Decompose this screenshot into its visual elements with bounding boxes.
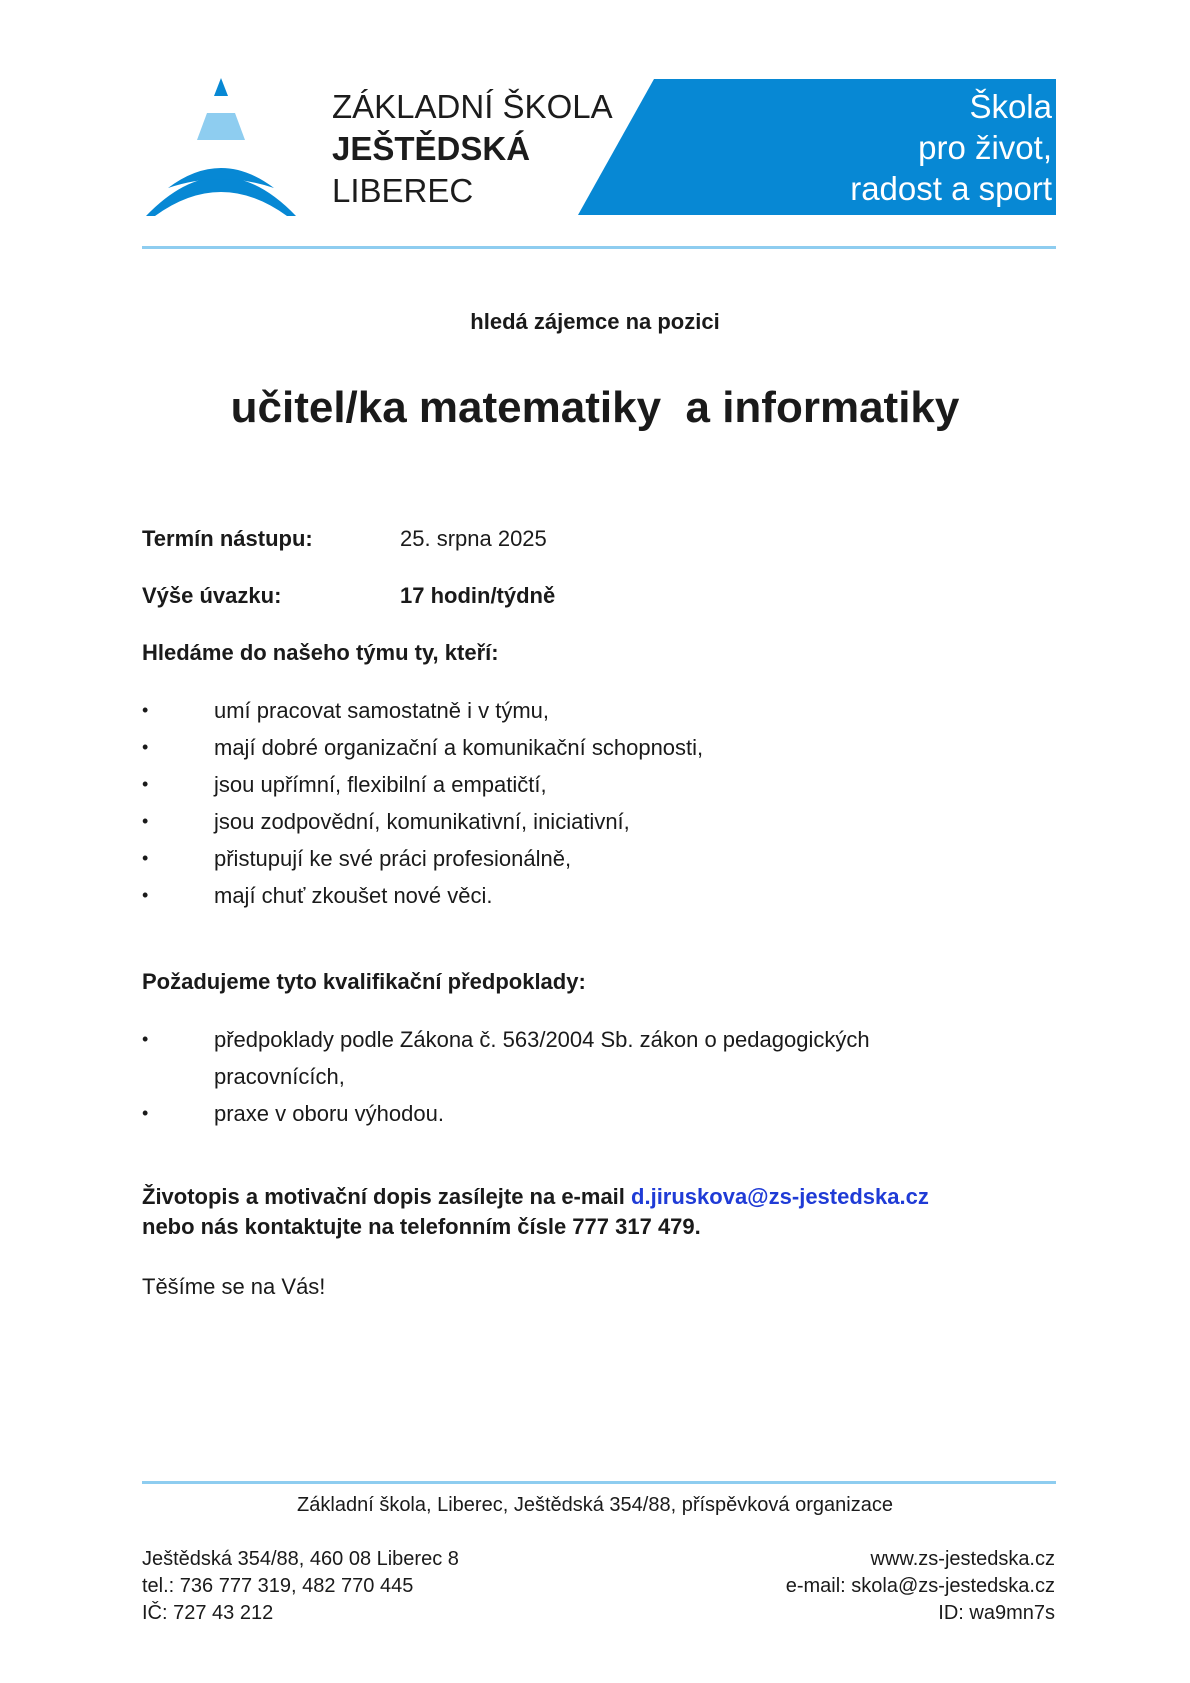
school-name-line-3: LIBEREC [332, 172, 474, 209]
team-list [142, 692, 1002, 914]
slogan-line-1: Škola [969, 88, 1052, 125]
slogan [850, 86, 1052, 209]
logo-top-triangle [214, 78, 228, 96]
header-divider [142, 246, 1056, 249]
logo-middle-band [197, 113, 245, 140]
contact-phone-line: nebo nás kontaktujte na telefonním čísle 777 317 479. [142, 1214, 701, 1239]
list-item: • jsou zodpovědní, komunikativní, iniciativní, [142, 803, 1002, 840]
slogan-line-3: radost a sport [850, 170, 1052, 207]
closing-text: Těšíme se na Vás! [142, 1274, 326, 1299]
school-name [332, 86, 613, 212]
footer-organization: Základní škola, Liberec, Ještědská 354/88, příspěvková organizace [297, 1494, 893, 1516]
start-date-value: 25. srpna 2025 [400, 526, 547, 551]
list-item: • předpoklady podle Zákona č. 563/2004 Sb. zákon o pedagogických pracovnících, [142, 1021, 982, 1095]
footer-right [786, 1546, 1055, 1627]
workload-value: 17 hodin/týdně [400, 583, 556, 608]
logo-arc-outline [146, 177, 296, 216]
list-item: • přistupují ke své práci profesionálně, [142, 840, 1002, 877]
job-title: učitel/ka matematiky a informatiky [230, 383, 960, 432]
intro-text: hledá zájemce na pozici [470, 309, 720, 334]
footer-ico: IČ: 727 43 212 [142, 1602, 274, 1624]
workload-label: Výše úvazku: [142, 583, 282, 608]
footer-email-link[interactable]: e-mail: skola@zs-jestedska.cz [785, 1575, 1055, 1597]
footer-data-box-id: ID: wa9mn7s [938, 1602, 1055, 1624]
list-item: • mají dobré organizační a komunikační schopnosti, [142, 729, 1002, 766]
school-name-line-2: JEŠTĚDSKÁ [332, 130, 531, 167]
list-item: • mají chuť zkoušet nové věci. [142, 877, 1002, 914]
footer-website-link[interactable]: www.zs-jestedska.cz [870, 1548, 1055, 1570]
footer-left [142, 1546, 459, 1627]
list-item: • umí pracovat samostatně i v týmu, [142, 692, 1002, 729]
footer-phone: tel.: 736 777 319, 482 770 445 [142, 1575, 414, 1597]
school-name-line-1: ZÁKLADNÍ ŠKOLA [332, 88, 613, 125]
school-logo-icon [146, 78, 296, 218]
start-date-label: Termín nástupu: [142, 526, 313, 551]
slogan-line-2: pro život, [918, 129, 1052, 166]
requirements-list [142, 1021, 982, 1132]
contact-info [142, 1182, 1072, 1242]
list-item: • jsou upřímní, flexibilní a empatičtí, [142, 766, 1002, 803]
contact-email-link[interactable]: d.jiruskova@zs-jestedska.cz [631, 1184, 929, 1209]
requirements-heading: Požadujeme tyto kvalifikační předpoklady: [142, 969, 586, 994]
footer-divider [142, 1481, 1056, 1484]
contact-prefix: Životopis a motivační dopis zasílejte na e-mail [142, 1184, 632, 1209]
footer-address: Ještědská 354/88, 460 08 Liberec 8 [142, 1548, 459, 1570]
team-heading: Hledáme do našeho týmu ty, kteří: [142, 640, 499, 665]
list-item: • praxe v oboru výhodou. [142, 1095, 982, 1132]
